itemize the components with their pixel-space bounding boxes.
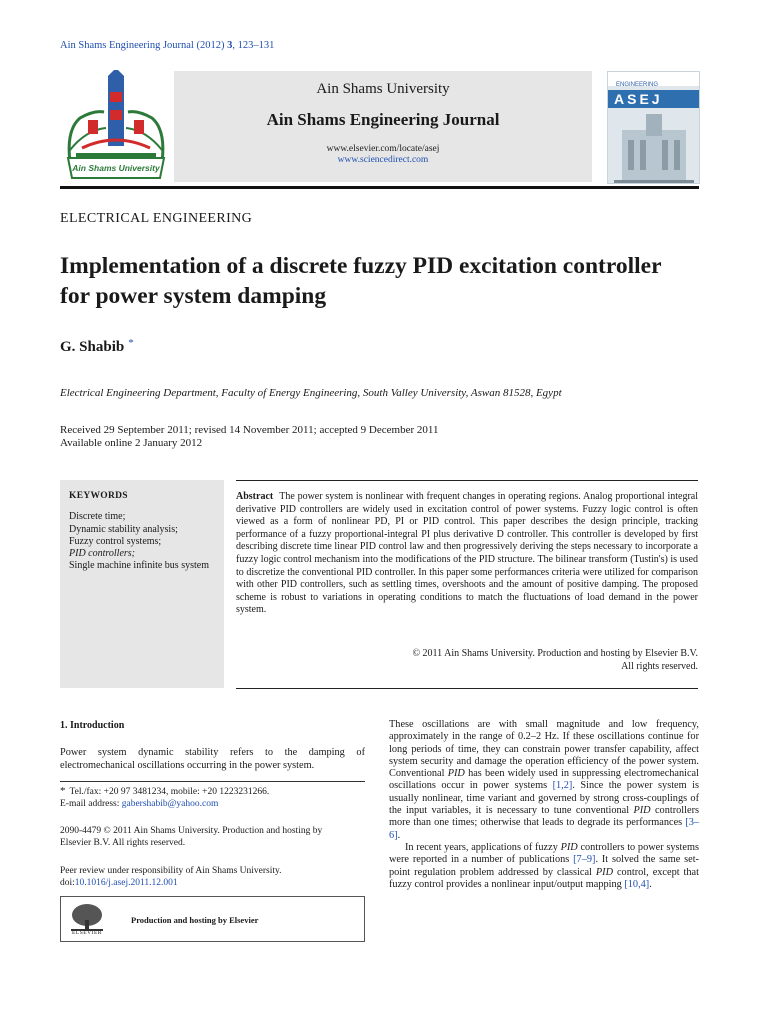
author-name [60, 337, 134, 356]
url-sciencedirect[interactable]: www.sciencedirect.com [337, 155, 429, 165]
citation-year: (2012) [196, 40, 225, 51]
citation-link[interactable]: [10,4] [624, 878, 650, 890]
title-line-2: for power system damping [60, 283, 327, 309]
text-run: PID [595, 866, 614, 878]
keyword-item: Single machine infinite bus system [69, 560, 209, 572]
keywords-heading: KEYWORDS [69, 491, 128, 501]
section-heading-introduction: 1. Introduction [60, 720, 125, 731]
abstract-heading: Abstract [236, 491, 274, 502]
text-run: These oscillations are with small magnitude and low frequency, approximately in the range of 0.2–2 Hz. If these oscillations continue for long periods of time, they can constrain power transfer capability, affect system security and damage the operation efficiency of the power system. Conventional [389, 719, 699, 780]
issn-line-1: 2090-4479 © 2011 Ain Shams University. Production and hosting by [60, 826, 323, 836]
abstract-copyright [236, 648, 698, 673]
doi-label: doi: [60, 877, 75, 888]
email-link[interactable]: gabershabib@yahoo.com [121, 798, 219, 809]
author-text[interactable]: G. Shabib [60, 339, 125, 355]
online-date: Available online 2 January 2012 [60, 437, 203, 449]
text-run: . It solved the same set-point regulation problem addressed by classical [389, 854, 699, 878]
keyword-item: Discrete time; [69, 511, 126, 523]
cover-logo: ASEJ [608, 90, 699, 108]
text-run: In recent years, applications of fuzzy [405, 841, 561, 853]
abstract-bottom-rule [236, 688, 698, 689]
peer-review-text: Peer review under responsibility of Ain Shams University. [60, 866, 282, 876]
journal-cover-image [607, 71, 700, 184]
affiliation: Electrical Engineering Department, Faculty of Energy Engineering, South Valley University, Aswan 81528, Egypt [60, 387, 562, 399]
title-line-1: Implementation of a discrete fuzzy PID excitation controller [60, 253, 662, 279]
keyword-item: Fuzzy control systems; [69, 535, 162, 547]
email-label: E-mail address: [60, 798, 120, 809]
issn-line-2: Elsevier B.V. All rights reserved. [60, 837, 186, 848]
text-run: has been widely used in suppressing electromechanical oscillations occur in power systems [389, 768, 699, 792]
journal-citation[interactable] [60, 40, 274, 51]
copyright-line-2: All rights reserved. [621, 660, 698, 672]
keywords-box [60, 480, 224, 688]
journal-header [174, 71, 592, 182]
footnote-tel: Tel./fax: +20 97 3481234, mobile: +20 1223231266. [69, 787, 270, 797]
copyright-line-1: © 2011 Ain Shams University. Production and hosting by Elsevier B.V. [412, 648, 698, 659]
received-dates: Received 29 September 2011; revised 14 November 2011; accepted 9 December 2011 [60, 424, 439, 436]
header-journal: Ain Shams Engineering Journal [266, 110, 500, 129]
header-divider [60, 186, 699, 189]
footnote-star: * [60, 785, 66, 797]
article-title [60, 251, 710, 311]
citation-link[interactable]: [7–9] [573, 854, 596, 866]
elsevier-hosting-box [60, 896, 365, 942]
cover-title: ENGINEERING [616, 82, 659, 88]
intro-paragraph: Power system dynamic stability refers to the damping of electromechanical oscillations occurring in the power system. [60, 747, 365, 771]
citation-pages: , 123–131 [232, 40, 275, 51]
citation-volume: 3 [227, 40, 233, 51]
logo-caption: Ain Shams University [72, 163, 160, 173]
abstract-top-rule [236, 480, 698, 481]
elsevier-logo-text: ELSEVIER [72, 930, 102, 936]
text-run: controllers to power systems were reported in a number of publications [389, 841, 699, 866]
abstract-block [236, 491, 698, 617]
text-run: controllers more than one times; otherwise that leads to degrade its performances [389, 805, 700, 829]
text-run: . [649, 878, 652, 890]
footnote-peer-review [60, 866, 380, 889]
header-university: Ain Shams University [316, 81, 450, 97]
keyword-item: PID controllers; [69, 548, 136, 560]
citation-link[interactable]: [3–6] [389, 817, 699, 841]
citation-journal: Ain Shams Engineering Journal [60, 40, 194, 51]
citation-link[interactable]: [1,2] [552, 780, 573, 792]
elsevier-hosting-text: Production and hosting by Elsevier [131, 915, 259, 925]
keyword-item: Dynamic stability analysis; [69, 523, 178, 535]
url-elsevier[interactable]: www.elsevier.com/locate/asej [326, 144, 440, 154]
abstract-text: The power system is nonlinear with frequent changes in operating regions. Analog proportional integral derivative PID controllers are widely used in excitation control of power systems. Fuzzy logic control is often viewed as a form of nonlinear PD, PI or PID control. This paper describes the design principle, tracking performance of a fuzzy proportional-integral PI plus derivative D controller. This controller is developed by first describing discrete time linear PID control law and then progressively deriving the steps necessary to incorporate a fuzzy logic control mechanism into the modifications of the PID structure. The bilinear transform (Tustin's) is used to discretize the conventional PID controller. In this paper some performances criteria were utilized for comparison with other PID controllers, such as settling times, overshoots and the amount of positive damping. The proposed scheme is robust to variations in operating conditions to match the fluctuations of load demand in the power system. [236, 491, 698, 616]
intro-right-column [389, 719, 699, 891]
footnote-contact [60, 786, 380, 810]
article-dates [60, 424, 438, 450]
footnote-divider [60, 781, 365, 782]
elsevier-tree-logo [67, 902, 107, 938]
text-run: . Since the power system is usually nonlinear, time variant and governed by strong cross-couplings of the input variables, it is necessary to tune conventional [389, 780, 699, 817]
author-footnote-mark[interactable]: * [128, 337, 134, 349]
text-run: PID [633, 805, 651, 817]
text-run: control, except that fuzzy control provides a nonlinear input/output mapping [389, 866, 699, 890]
text-run: . [397, 829, 401, 841]
doi-link[interactable]: 10.1016/j.asej.2011.12.001 [74, 877, 178, 888]
text-run: PID [447, 768, 465, 780]
footnote-issn [60, 826, 380, 849]
section-label: ELECTRICAL ENGINEERING [60, 211, 253, 226]
text-run: PID [560, 841, 578, 853]
paragraph-1 [389, 719, 699, 842]
university-logo [60, 70, 172, 182]
paragraph-2 [389, 842, 699, 891]
